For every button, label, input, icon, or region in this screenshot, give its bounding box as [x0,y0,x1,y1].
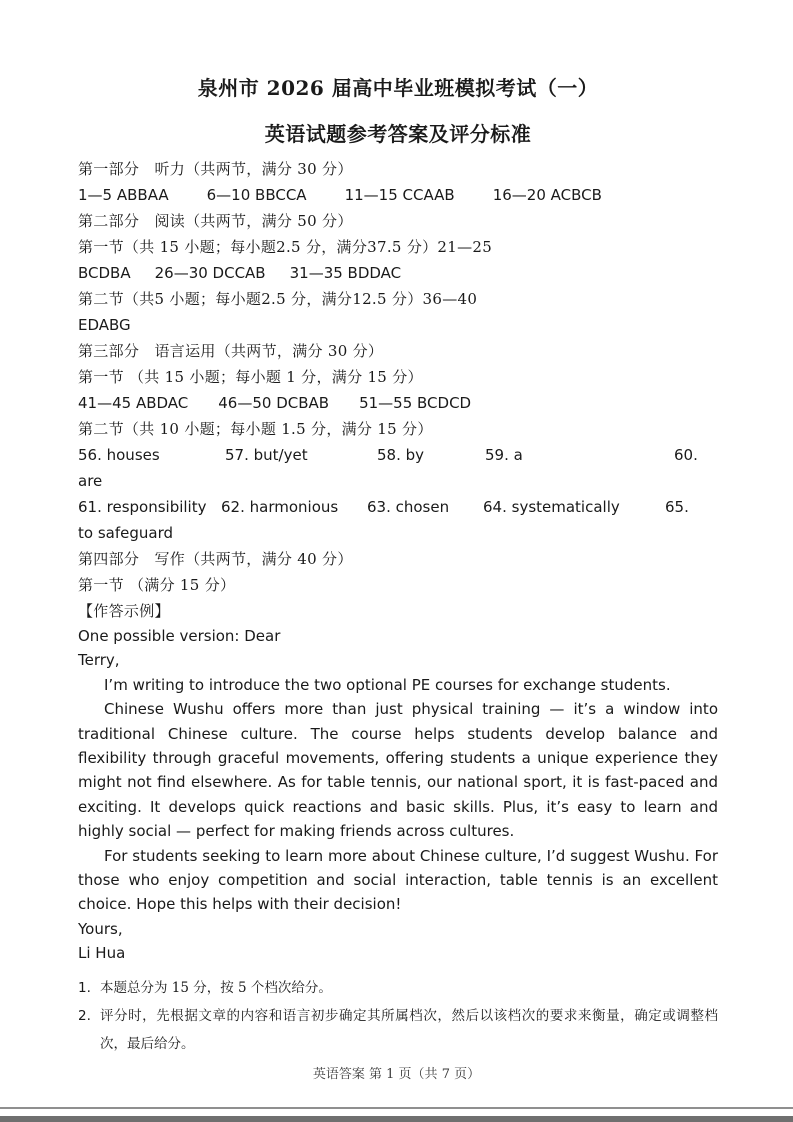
answer-group: 31—35 BDDAC [289,264,402,282]
sample-answer-label: 【作答示例】 [78,602,170,620]
part2-section1-line: 第一节（共 15 小题；每小题2.5 分，满分37.5 分）21—25 [78,238,493,256]
fill-in-row-56-60 [78,442,718,468]
part3-section1-answers-row [78,390,718,416]
fill-in-answer: 60. [674,446,698,464]
answer-group: 16—20 ACBCB [492,186,602,204]
fill-in-answer: 59. a [485,446,523,464]
fill-in-answer: 58. by [377,446,425,464]
page-subtitle: 英语试题参考答案及评分标准 [264,122,532,146]
page-bottom-edge-line [0,1107,793,1109]
essay-paragraph-3: For students seeking to learn more about Chinese culture, I’d suggest Wushu. For those who enjoy competition and social interaction, table tennis is an excellent choice. Hope this helps with their decision! [78,846,718,914]
part3-section1-line: 第一节 （共 15 小题；每小题 1 分，满分 15 分） [78,368,423,386]
sample-essay [78,624,718,966]
part2-section1-answers-row [78,260,718,286]
answer-group: 6—10 BBCCA [206,186,307,204]
essay-paragraph-2: Chinese Wushu offers more than just physical training — it’s a window into traditional Chinese culture. The course helps students develop balance and flexibility through graceful movements, offering students a unique experience they might not find elsewhere. As for table tennis, our national sport, it is fast-paced and exciting. It develops quick reactions and basic skills. Plus, it’s easy to learn and highly social — perfect for making friends across cultures. [78,700,718,841]
grading-note-1 [78,974,718,1002]
answer-group: BCDBA [78,264,131,282]
part3-header: 第三部分 语言运用（共两节，满分 30 分） [78,342,384,360]
essay-paragraph-1: I’m writing to introduce the two optional PE courses for exchange students. [104,675,671,694]
fill-in-answer: 64. systematically [483,498,620,516]
viewer-page-gap-bar [0,1116,793,1122]
part2-section2-answers-row: EDABG [78,316,131,334]
answer-group: 26—30 DCCAB [154,264,266,282]
part2-section2-line: 第二节（共5 小题；每小题2.5 分，满分12.5 分）36—40 [78,290,478,308]
answer-group: 51—55 BCDCD [359,394,472,412]
answer-group: 1—5 ABBAA [78,186,169,204]
grading-note-2 [78,1002,718,1058]
fill-in-answer-60-continuation: are [78,472,103,490]
fill-in-answer: 56. houses [78,446,160,464]
essay-signoff-name: Li Hua [78,944,126,963]
page-footer: 英语答案 第 1 页（共 7 页） [312,1067,481,1082]
note-text: 评分时，先根据文章的内容和语言初步确定其所属档次，然后以该档次的要求来衡量，确定或调整档次，最后给分。 [100,1007,718,1052]
part1-header: 第一部分 听力（共两节，满分 30 分） [78,160,353,178]
essay-opening: One possible version: Dear [78,627,281,645]
answer-key-body [78,156,718,624]
fill-in-answer: 62. harmonious [221,498,339,516]
answer-group: 41—45 ABDAC [78,394,189,412]
part4-header: 第四部分 写作（共两节，满分 40 分） [78,550,353,568]
fill-in-row-61-65 [78,494,718,520]
fill-in-answer: 65. [665,498,689,516]
essay-signoff-yours: Yours, [78,919,123,938]
fill-in-answer-65-continuation: to safeguard [78,524,173,542]
part2-header: 第二部分 阅读（共两节，满分 50 分） [78,212,353,230]
fill-in-answer: 61. responsibility [78,498,207,516]
fill-in-answer: 63. chosen [367,498,450,516]
fill-in-answer: 57. but/yet [225,446,308,464]
grading-notes [78,974,718,1058]
note-number: 2. [78,1007,91,1024]
part3-section2-line: 第二节（共 10 小题；每小题 1.5 分，满分 15 分） [78,420,433,438]
page-title: 泉州市 2026 届高中毕业班模拟考试（一） [197,76,599,100]
note-text: 本题总分为 15 分，按 5 个档次给分。 [100,979,332,996]
note-number: 1. [78,979,91,996]
answer-group: 11—15 CCAAB [344,186,455,204]
essay-salutation: Terry, [78,651,120,670]
part4-section1-line: 第一节 （满分 15 分） [78,576,236,594]
answer-group: 46—50 DCBAB [218,394,330,412]
part1-answers-row [78,182,718,208]
